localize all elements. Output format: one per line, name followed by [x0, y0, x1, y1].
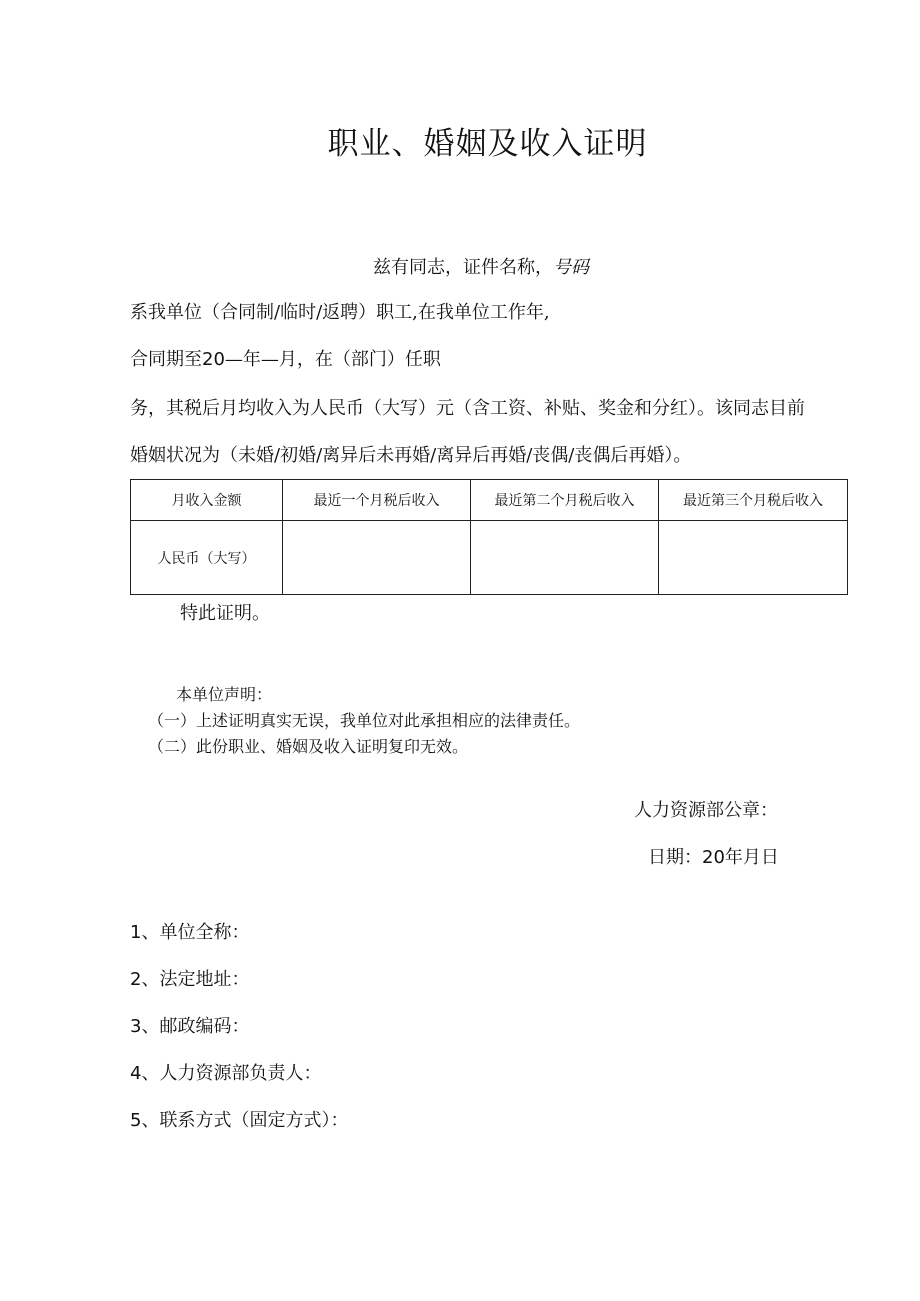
table-row [131, 521, 848, 595]
contract-year-number: 20 [202, 349, 225, 370]
table-cell [471, 521, 659, 595]
date-line [648, 843, 779, 869]
table-header-row [131, 480, 848, 521]
statement-item: （一）上述证明真实无误，我单位对此承担相应的法律责任。 [148, 711, 581, 730]
date-prefix: 日期： [648, 847, 702, 868]
info-number: 3 [130, 1016, 142, 1037]
greeting-line [373, 253, 589, 279]
contract-prefix: 合同期至 [130, 349, 202, 370]
info-item-address [130, 965, 249, 991]
info-label: 、单位全称： [141, 922, 250, 943]
seal-label: 人力资源部公章： [634, 800, 778, 821]
greeting-handwritten: 号码 [553, 257, 589, 278]
info-number: 4 [130, 1063, 142, 1084]
marital-line: 婚姻状况为（未婚/初婚/离异后未再婚/离异后再婚/丧偶/丧偶后再婚）。 [130, 445, 692, 466]
statement-heading: 本单位声明： [176, 685, 273, 704]
table-header-cell: 最近第二个月税后收入 [471, 480, 659, 521]
info-label: 、人力资源部负责人： [141, 1063, 322, 1084]
table-header-cell: 月收入金额 [131, 480, 283, 521]
info-number: 5 [130, 1110, 142, 1131]
income-line: 务，其税后月均收入为人民币（大写）元（含工资、补贴、奖金和分红）。该同志目前 [130, 398, 805, 419]
table-header-cell: 最近第三个月税后收入 [659, 480, 848, 521]
statement-item: （二）此份职业、婚姻及收入证明复印无效。 [148, 737, 469, 756]
info-label: 、法定地址： [141, 969, 250, 990]
info-label: 、邮政编码： [141, 1016, 250, 1037]
date-suffix: 年月日 [724, 847, 779, 868]
table-header-cell: 最近一个月税后收入 [283, 480, 471, 521]
info-item-contact [130, 1106, 348, 1132]
info-item-unit-name [130, 918, 249, 944]
document-title: 职业、婚姻及收入证明 [327, 126, 648, 162]
table-cell [283, 521, 471, 595]
info-number: 2 [130, 969, 142, 990]
contract-line [130, 345, 441, 371]
income-table [130, 479, 848, 595]
table-row-label: 人民币（大写） [131, 521, 283, 595]
employment-line: 系我单位（合同制/临时/返聘）职工,在我单位工作年, [130, 302, 550, 323]
info-item-hr-manager [130, 1059, 321, 1085]
info-number: 1 [130, 922, 142, 943]
info-label: 、联系方式（固定方式）： [141, 1110, 349, 1131]
info-item-postal-code [130, 1012, 249, 1038]
contract-suffix: —年—月，在（部门）任职 [224, 349, 441, 370]
greeting-text: 兹有同志，证件名称， [373, 257, 553, 278]
table-cell [659, 521, 848, 595]
date-year-number: 20 [702, 847, 725, 868]
certify-text: 特此证明。 [180, 603, 270, 624]
